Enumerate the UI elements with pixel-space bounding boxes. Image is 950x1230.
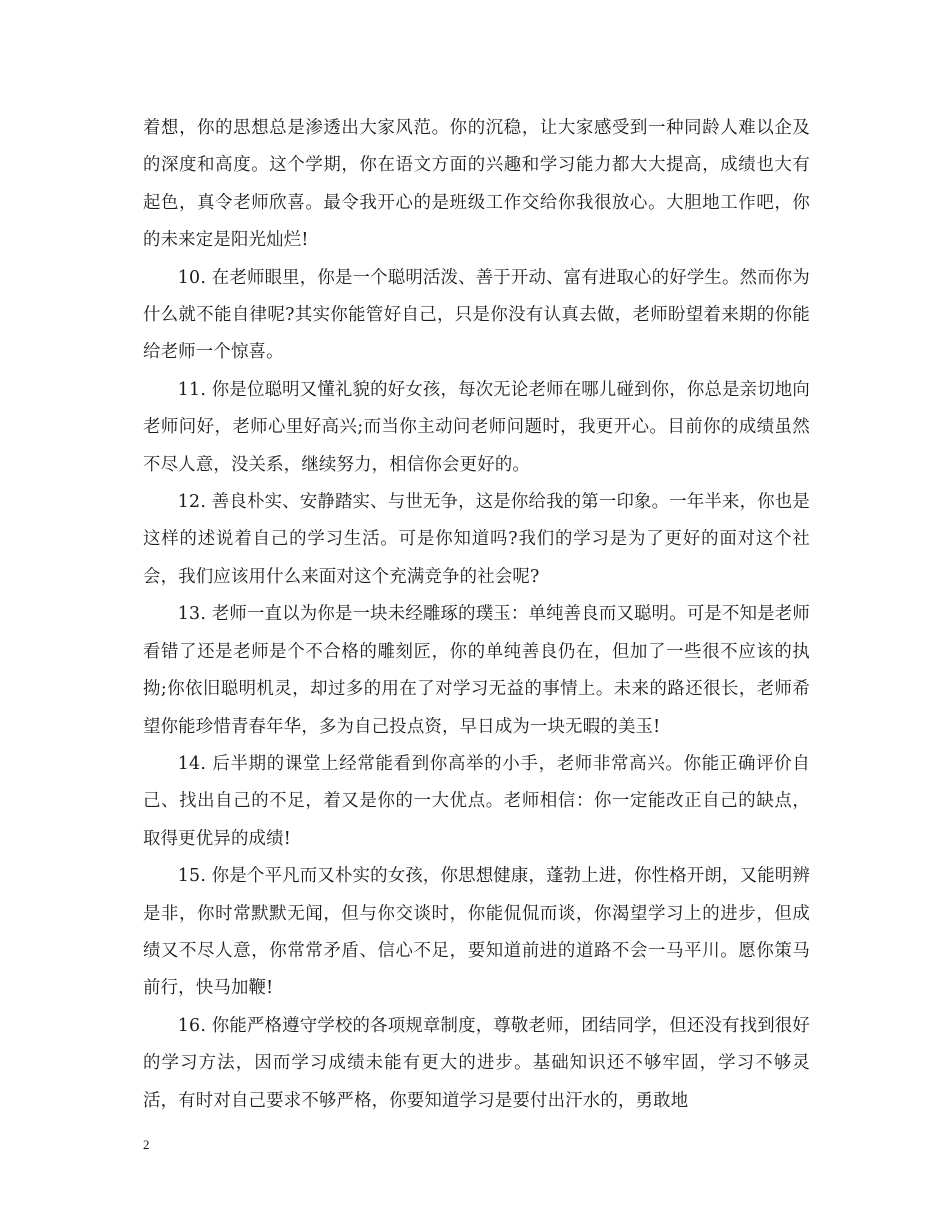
- paragraph-10: 10. 在老师眼里，你是一个聪明活泼、善于开动、富有进取心的好学生。然而你为什么就不能自律呢?其实你能管好自己，只是你没有认真去做，老师盼望着来期的你能给老师一个惊喜。: [143, 267, 810, 363]
- paragraph-continued: 着想，你的思想总是渗透出大家风范。你的沉稳，让大家感受到一种同龄人难以企及的深度和高度。这个学期，你在语文方面的兴趣和学习能力都大大提高，成绩也大有起色，真令老师欣喜。最令我开心的是班级工作交给你我很放心。大胆地工作吧，你的未来定是阳光灿烂!: [143, 118, 810, 251]
- document-body: [143, 110, 810, 1120]
- page-number: 2: [143, 1137, 150, 1152]
- paragraph-13: 13. 老师一直以为你是一块未经雕琢的璞玉：单纯善良而又聪明。可是不知是老师看错了还是老师是个不合格的雕刻匠，你的单纯善良仍在，但加了一些很不应该的执拗;你依旧聪明机灵，却过多的用在了对学习无益的事情上。未来的路还很长，老师希望你能珍惜青春年华，多为自己投点资，早日成为一块无暇的美玉!: [143, 604, 810, 737]
- paragraph-14: 14. 后半期的课堂上经常能看到你高举的小手，老师非常高兴。你能正确评价自己、找出自己的不足，着又是你的一大优点。老师相信：你一定能改正自己的缺点，取得更优异的成绩!: [143, 753, 810, 849]
- paragraph-11: 11. 你是位聪明又懂礼貌的好女孩，每次无论老师在哪儿碰到你，你总是亲切地向老师问好，老师心里好高兴;而当你主动问老师问题时，我更开心。目前你的成绩虽然不尽人意，没关系，继续努力，相信你会更好的。: [143, 379, 810, 475]
- paragraph-12: 12. 善良朴实、安静踏实、与世无争，这是你给我的第一印象。一年半来，你也是这样的述说着自己的学习生活。可是你知道吗?我们的学习是为了更好的面对这个社会，我们应该用什么来面对这个充满竞争的社会呢?: [143, 492, 810, 587]
- paragraph-15: 15. 你是个平凡而又朴实的女孩，你思想健康，蓬勃上进，你性格开朗，又能明辨是非，你时常默默无闻，但与你交谈时，你能侃侃而谈，你渴望学习上的进步，但成绩又不尽人意，你常常矛盾、信心不足，要知道前进的道路不会一马平川。愿你策马前行，快马加鞭!: [143, 866, 810, 999]
- paragraph-16: 16. 你能严格遵守学校的各项规章制度，尊敬老师，团结同学，但还没有找到很好的学习方法，因而学习成绩未能有更大的进步。基础知识还不够牢固，学习不够灵活，有时对自己要求不够严格，你要知道学习是要付出汗水的，勇敢地: [143, 1015, 810, 1111]
